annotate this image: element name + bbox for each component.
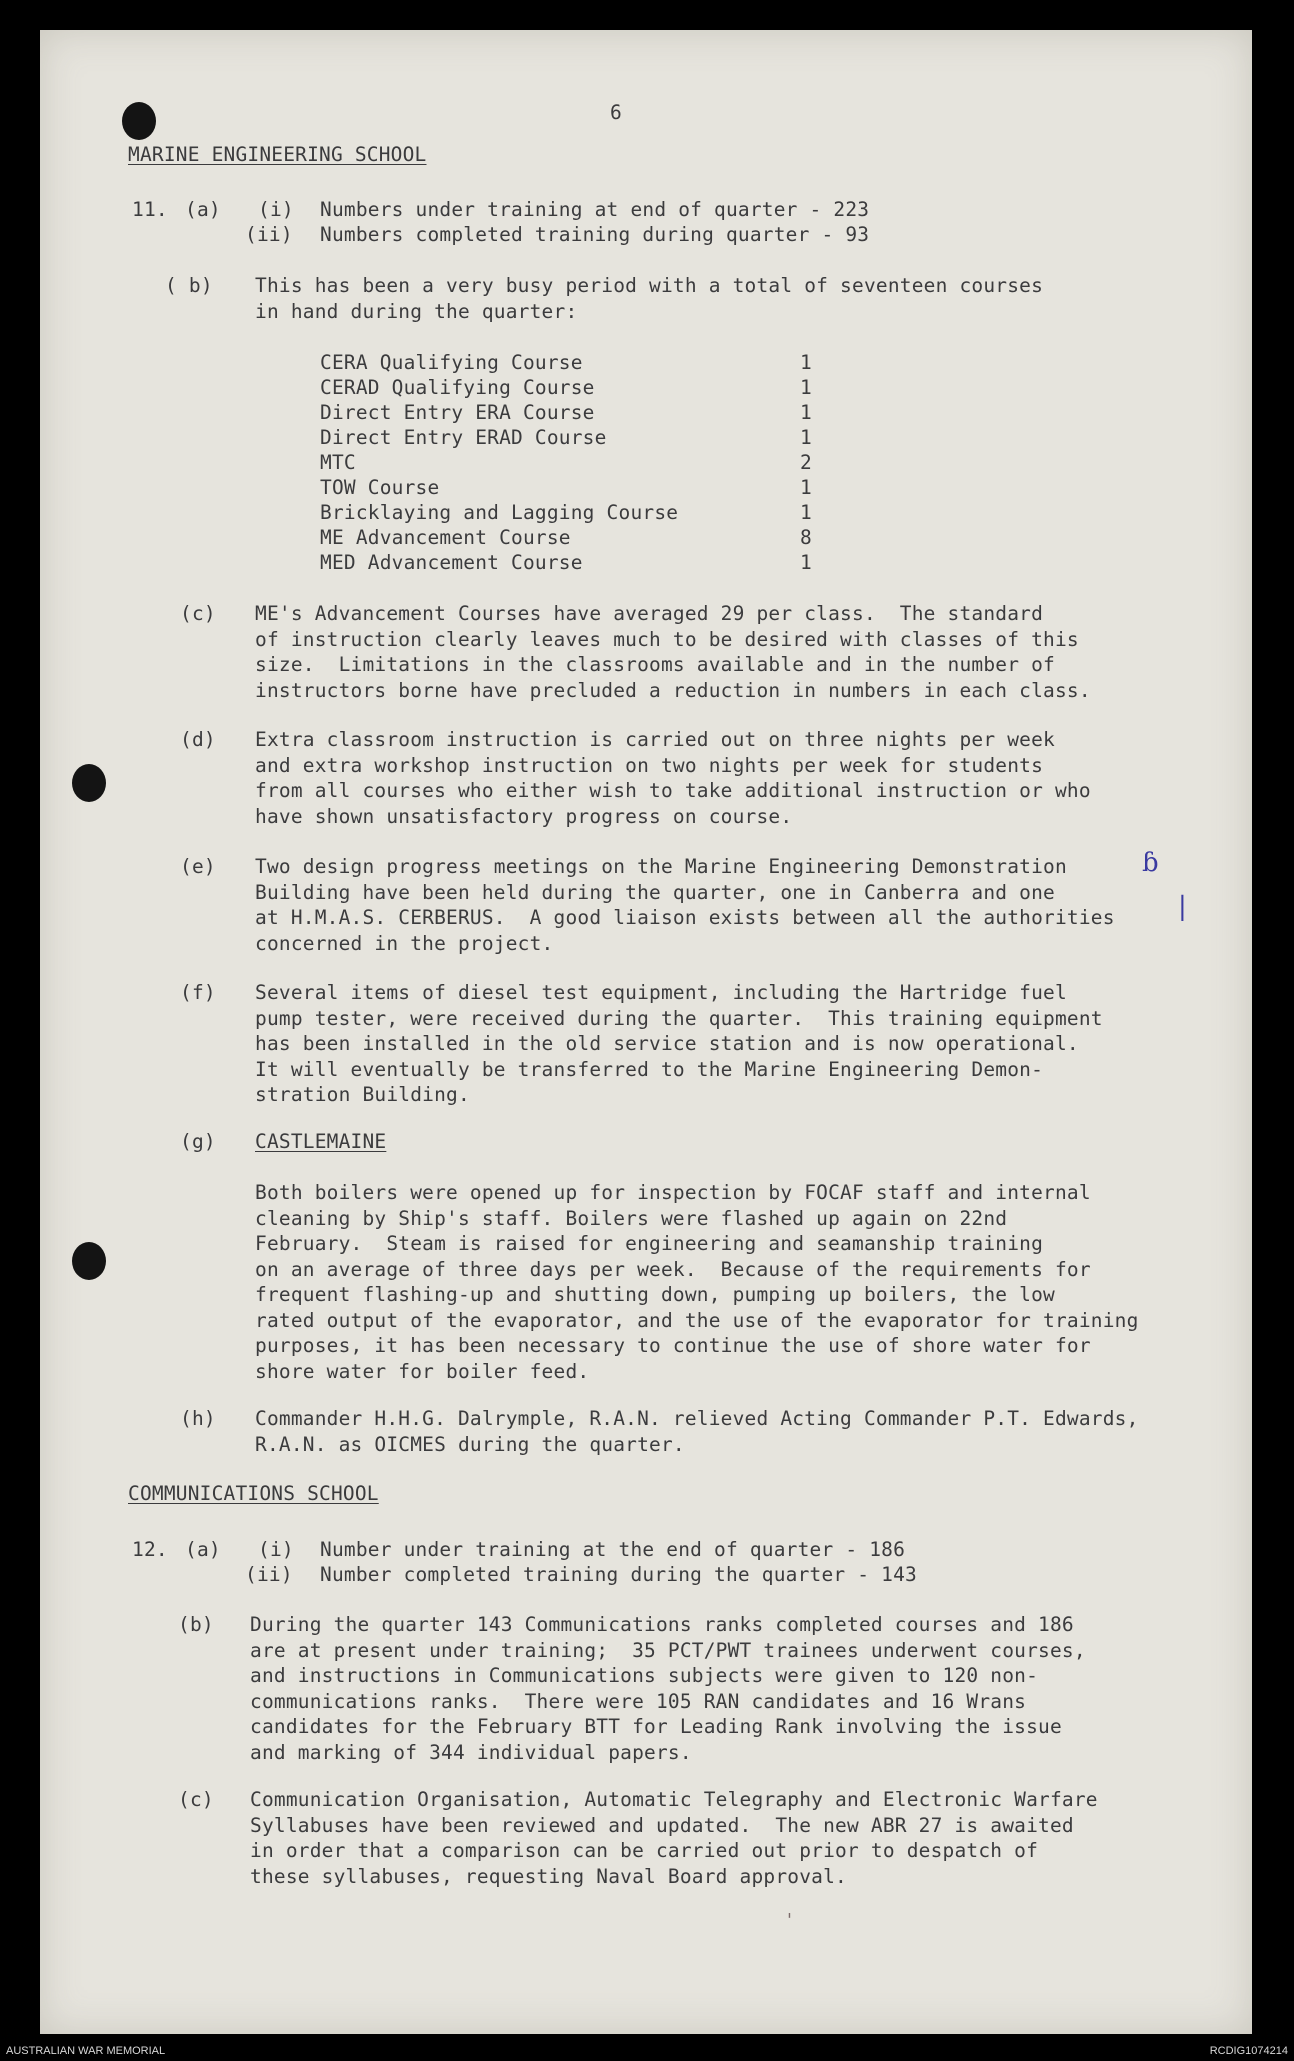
item-12-c-text: Communication Organisation, Automatic Telegraphy and Electronic Warfare Syllabuses have been reviewed and updated. The new ABR 27 is awaited in order that a comparison can be carried out prior to despatch of these syllabuses, requesting Naval Board approval. — [250, 1788, 1098, 1888]
course-name: ME Advancement Course — [320, 526, 571, 549]
course-count: 1 — [800, 426, 812, 449]
item-11-e-text: Two design progress meetings on the Marine Engineering Demonstration Building have been held during the quarter, one in Canberra and one at H.M.A.S. CERBERUS. A good liaison exists between all the authorities concerned in the project. — [255, 855, 1115, 955]
page-number: 6 — [610, 101, 622, 124]
course-name: CERA Qualifying Course — [320, 351, 583, 374]
course-count: 2 — [800, 451, 812, 474]
pen-margin-mark: ɓ — [1142, 848, 1159, 878]
item-12-a-label: (a) — [185, 1538, 221, 1561]
footer-left-credit: AUSTRALIAN WAR MEMORIAL — [6, 2045, 166, 2057]
item-11-a-ii-text: Numbers completed training during quarter - 93 — [320, 223, 870, 246]
item-11-a-i-text: Numbers under training at end of quarter - 223 — [320, 198, 870, 221]
item-12-b-label: (b) — [178, 1613, 214, 1636]
course-count: 1 — [800, 401, 812, 424]
punch-hole-middle — [72, 764, 106, 802]
course-name: Bricklaying and Lagging Course — [320, 501, 679, 524]
item-11-d-label: (d) — [180, 728, 216, 751]
item-11-a-label: (a) — [185, 198, 221, 221]
item-11-b-label: ( b) — [165, 274, 213, 297]
item-11-c-label: (c) — [180, 602, 216, 625]
section-heading-communications: COMMUNICATIONS SCHOOL — [128, 1482, 379, 1505]
item-11-f-text: Several items of diesel test equipment, including the Hartridge fuel pump tester, were received during the quarter. This training equipment has been installed in the old service station and is now operational. It will eventually be transferred to the Marine Engineering Demon- stration Building. — [255, 981, 1103, 1106]
footer-right-id: RCDIG1074214 — [1209, 2045, 1288, 2057]
item-number-11: 11. — [132, 198, 168, 221]
item-11-a-ii-label: (ii) — [245, 223, 293, 246]
item-11-g-text: Both boilers were opened up for inspection by FOCAF staff and internal cleaning by Ship's staff. Boilers were flashed up again on 22nd February. Steam is raised for engineering and seamanship training on an average of three days per week. Because of the requirements for frequent flashing-up and shutting down, pumping up boilers, the low rated output of the evaporator, and the use of the evaporator for training purposes, it has been necessary to continue the use of shore water for shore water for boiler feed. — [255, 1181, 1139, 1383]
punch-hole-lower — [72, 1242, 106, 1280]
item-11-g-label: (g) — [180, 1130, 216, 1153]
item-12-a-i-label: (i) — [258, 1538, 294, 1561]
item-12-a-i-text: Number under training at the end of quarter - 186 — [320, 1538, 906, 1561]
item-12-b-text: During the quarter 143 Communications ranks completed courses and 186 are at present under training; 35 PCT/PWT trainees underwent courses, and instructions in Communications subjects were given to 120 non- communications ranks. There were 105 RAN candidates and 16 Wrans candidates for the February BTT for Leading Rank involving the issue and marking of 344 individual papers. — [250, 1613, 1086, 1764]
item-12-a-ii-text: Number completed training during the quarter - 143 — [320, 1563, 917, 1586]
course-name: Direct Entry ERA Course — [320, 401, 595, 424]
item-number-12: 12. — [132, 1538, 168, 1561]
course-name: MED Advancement Course — [320, 551, 583, 574]
course-name: Direct Entry ERAD Course — [320, 426, 607, 449]
section-heading-marine-engineering: MARINE ENGINEERING SCHOOL — [128, 143, 427, 166]
course-count: 1 — [800, 501, 812, 524]
document-page — [40, 30, 1252, 2034]
item-12-c-label: (c) — [178, 1788, 214, 1811]
pen-margin-line: | — [1178, 892, 1187, 922]
item-11-d-text: Extra classroom instruction is carried out on three nights per week and extra workshop instruction on two nights per week for students from all courses who either wish to take additional instruction or who have shown unsatisfactory progress on course. — [255, 728, 1091, 828]
course-count: 1 — [800, 376, 812, 399]
course-count: 8 — [800, 526, 812, 549]
course-name: CERAD Qualifying Course — [320, 376, 595, 399]
item-11-b-text: This has been a very busy period with a total of seventeen courses in hand during the quarter: — [255, 274, 1044, 323]
course-count: 1 — [800, 476, 812, 499]
course-name: TOW Course — [320, 476, 440, 499]
course-count: 1 — [800, 551, 812, 574]
course-count: 1 — [800, 351, 812, 374]
pen-bottom-mark: ' — [787, 1910, 792, 1931]
course-name: MTC — [320, 451, 356, 474]
item-11-h-label: (h) — [180, 1407, 216, 1430]
item-11-g-heading: CASTLEMAINE — [255, 1130, 387, 1153]
item-11-a-i-label: (i) — [258, 198, 294, 221]
punch-hole-top — [122, 102, 156, 140]
item-11-c-text: ME's Advancement Courses have averaged 29 per class. The standard of instruction clearly leaves much to be desired with classes of this size. Limitations in the classrooms available and in the number of instructors borne have precluded a reduction in numbers in each class. — [255, 602, 1091, 702]
item-11-e-label: (e) — [180, 855, 216, 878]
item-12-a-ii-label: (ii) — [245, 1563, 293, 1586]
item-11-f-label: (f) — [180, 981, 216, 1004]
item-11-h-text: Commander H.H.G. Dalrymple, R.A.N. relieved Acting Commander P.T. Edwards, R.A.N. as OICMES during the quarter. — [255, 1407, 1139, 1456]
